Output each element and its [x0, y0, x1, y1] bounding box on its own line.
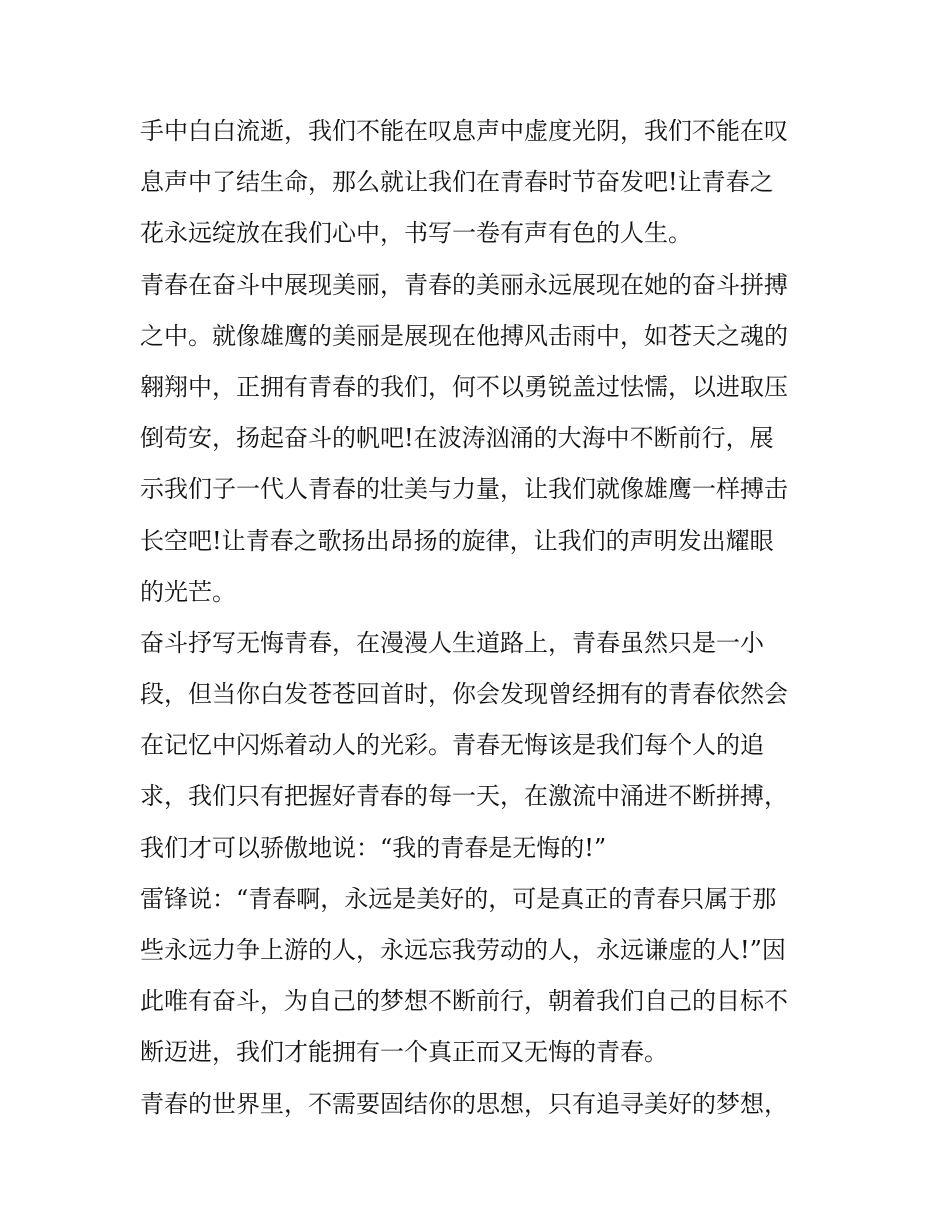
text-line: 奋斗抒写无悔青春，在漫漫人生道路上，青春虽然只是一小	[140, 628, 764, 657]
text-line: 息声中了结生命，那么就让我们在青春时节奋发吧!让青春之	[140, 168, 774, 197]
text-line: 段，但当你白发苍苍回首时，你会发现曾经拥有的青春依然会	[140, 680, 788, 709]
text-line: 断迈进，我们才能拥有一个真正而又无悔的青春。	[140, 1038, 668, 1067]
text-line: 青春的世界里，不需要固结你的思想，只有追寻美好的梦想，	[140, 1089, 788, 1118]
text-line: 雷锋说：“青春啊，永远是美好的，可是真正的青春只属于那	[140, 884, 777, 913]
text-line: 在记忆中闪烁着动人的光彩。青春无悔该是我们每个人的追	[140, 731, 764, 760]
text-line: 些永远力争上游的人，永远忘我劳动的人，永远谦虚的人!”因	[140, 936, 786, 964]
text-line: 求，我们只有把握好青春的每一天，在激流中涌进不断拼搏，	[140, 782, 788, 811]
text-line: 此唯有奋斗，为自己的梦想不断前行，朝着我们自己的目标不	[140, 987, 788, 1016]
text-line: 长空吧!让青春之歌扬出昂扬的旋律，让我们的声明发出耀眼	[140, 526, 774, 555]
text-line: 青春在奋斗中展现美丽，青春的美丽永远展现在她的奋斗拼搏	[140, 270, 788, 299]
text-line: 之中。就像雄鹰的美丽是展现在他搏风击雨中，如苍天之魂的	[140, 321, 788, 350]
text-line: 的光芒。	[140, 577, 236, 606]
text-line: 倒苟安，扬起奋斗的帆吧!在波涛汹涌的大海中不断前行，展	[140, 424, 774, 453]
text-line: 翱翔中，正拥有青春的我们，何不以勇锐盖过怯懦，以进取压	[140, 372, 788, 401]
text-line: 花永远绽放在我们心中，书写一卷有声有色的人生。	[140, 219, 692, 248]
body-text	[140, 106, 812, 1130]
text-line: 我们才可以骄傲地说：“我的青春是无悔的!”	[140, 833, 607, 862]
text-line: 手中白白流逝，我们不能在叹息声中虚度光阴，我们不能在叹	[140, 117, 788, 145]
text-line: 示我们子一代人青春的壮美与力量，让我们就像雄鹰一样搏击	[140, 475, 788, 504]
